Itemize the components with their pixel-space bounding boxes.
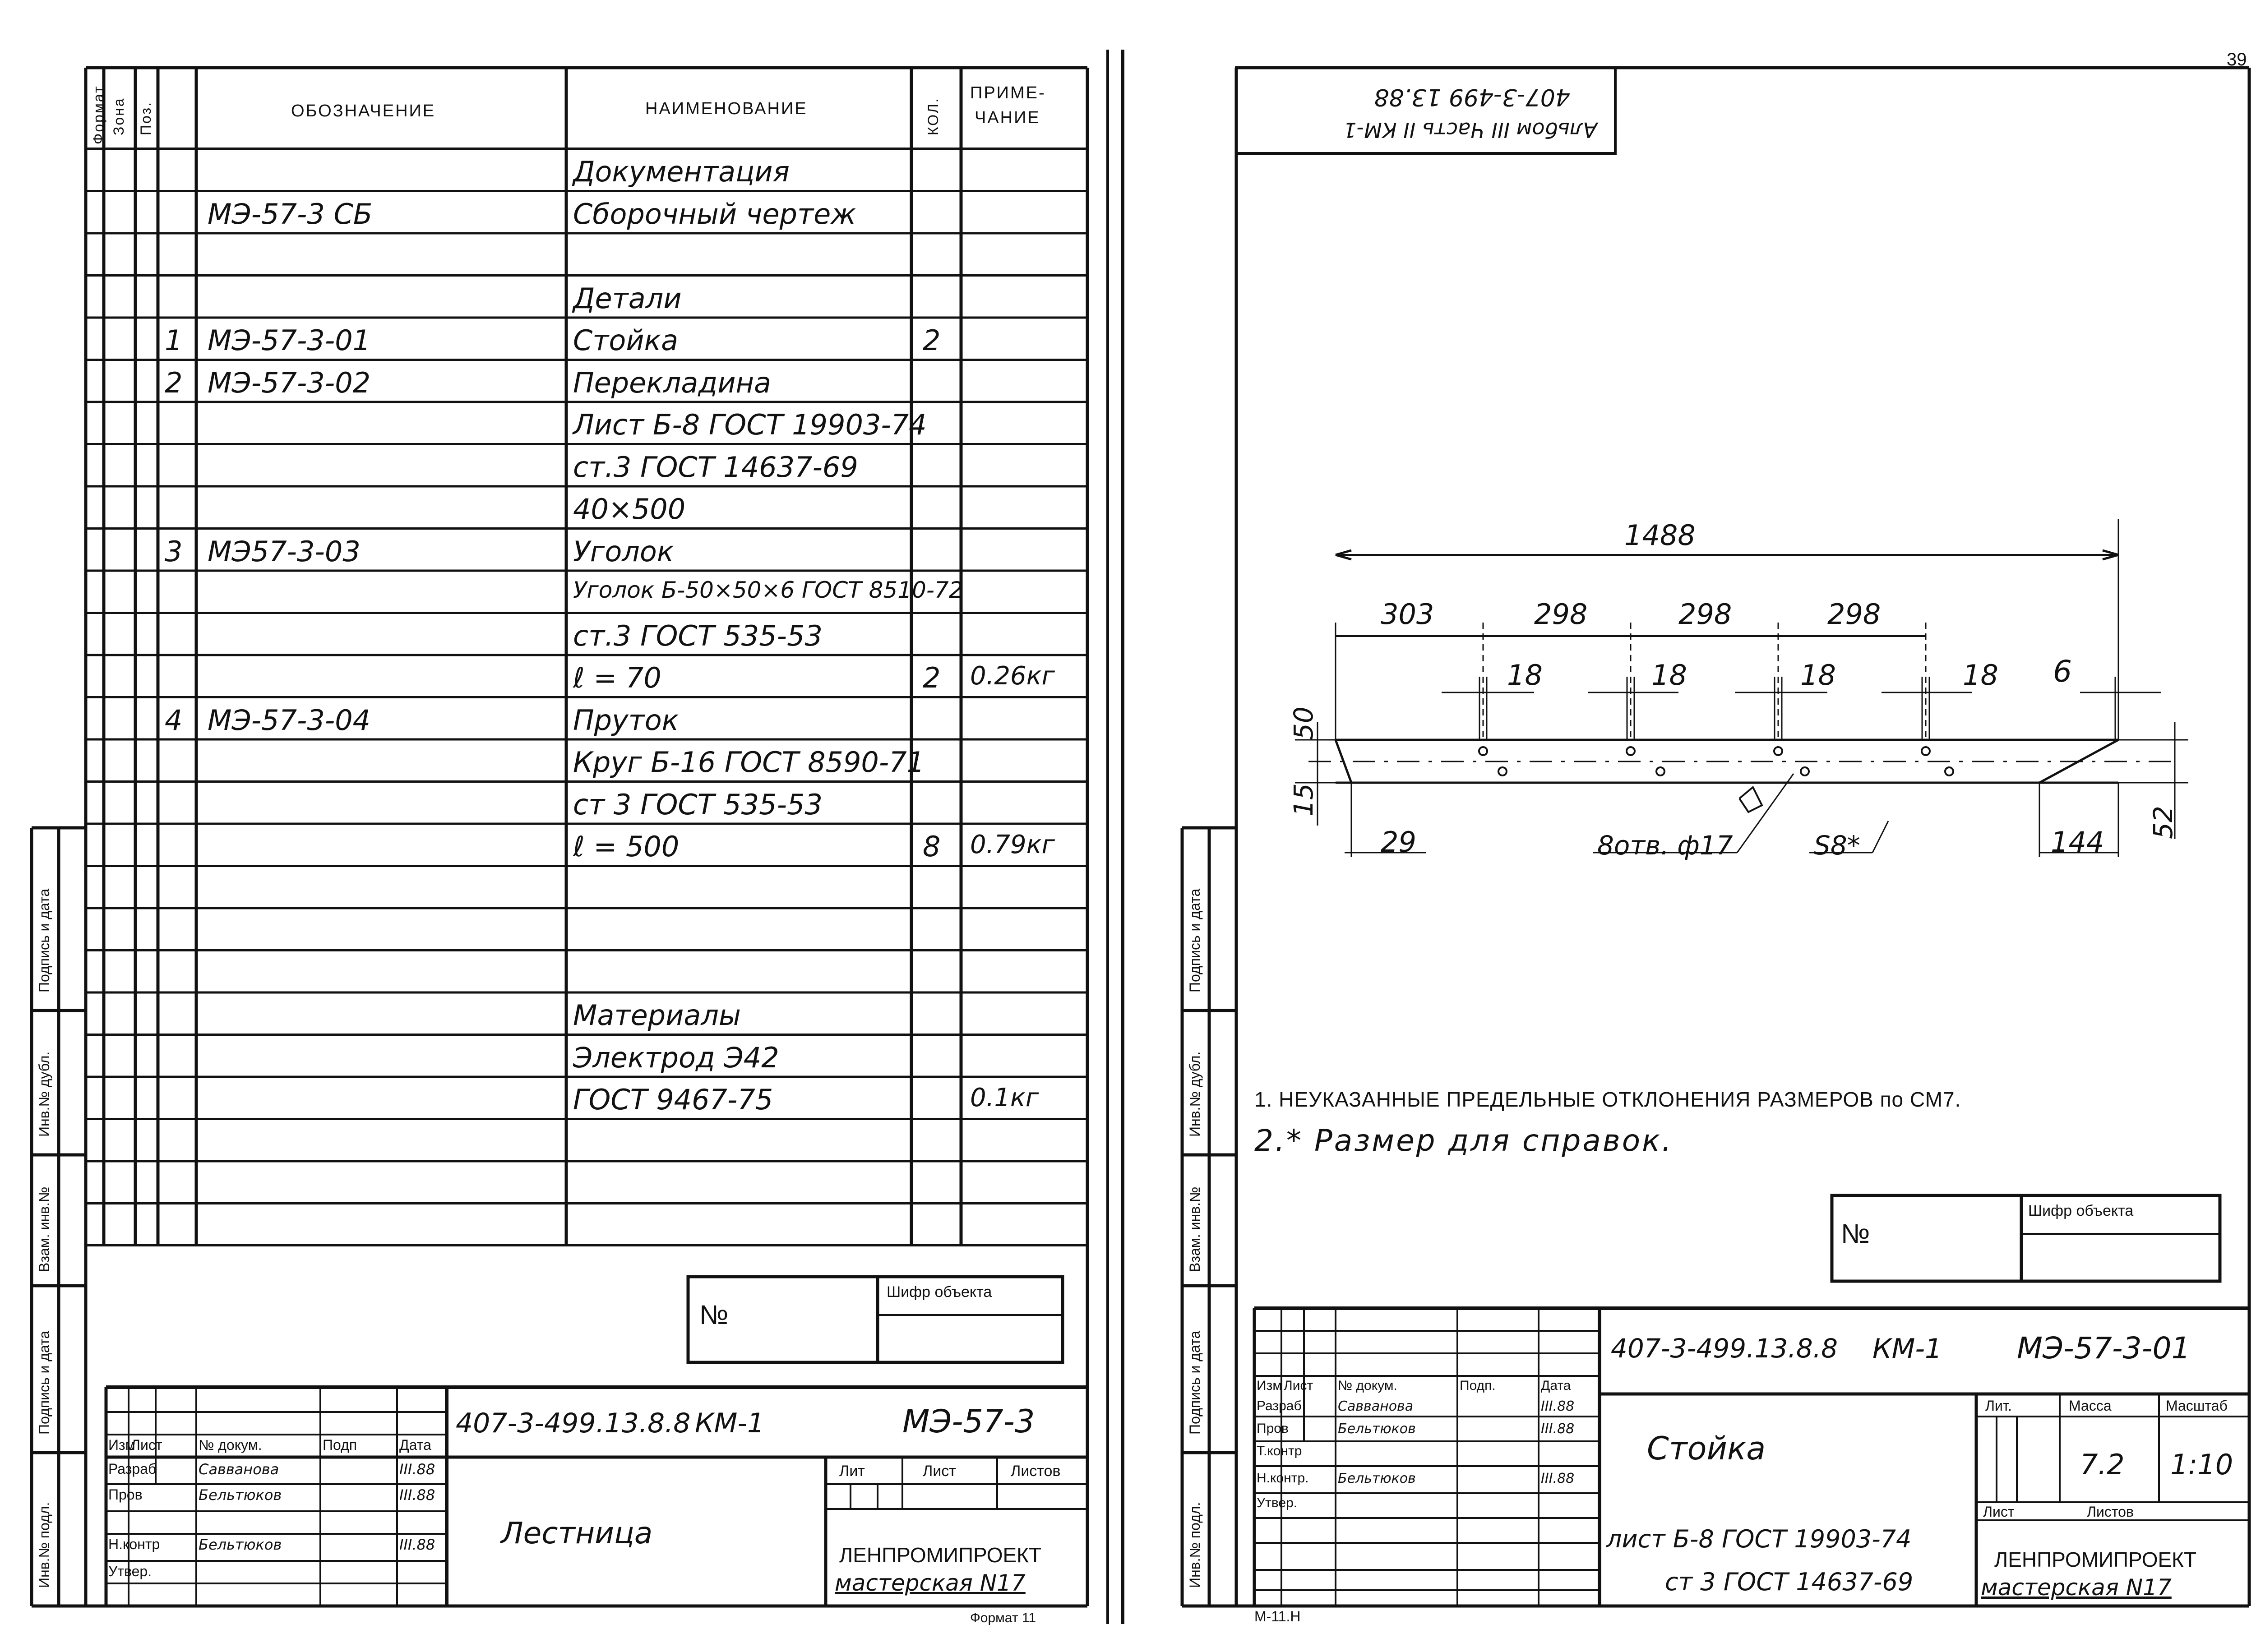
spec-name: Пруток — [573, 703, 679, 737]
side-label-inv-dup: Инв.№ дубл. — [36, 1051, 52, 1137]
right-tb-date: III.88 — [1541, 1398, 1575, 1414]
header-zone: Зона — [111, 97, 127, 135]
right-tb-role: Т.контр — [1257, 1444, 1302, 1458]
side-label-sign-date-2: Подпись и дата — [36, 888, 52, 992]
left-tb-date: III.88 — [399, 1536, 435, 1553]
right-tb-name: Бельтюков — [1338, 1421, 1416, 1437]
dim-left-offset: 29 — [1381, 826, 1416, 858]
header-name: НАИМЕНОВАНИЕ — [645, 99, 808, 118]
sheets-label-right: Листов — [2087, 1504, 2134, 1520]
album-stamp — [1245, 72, 1606, 149]
side-label-inv-dup-right: Инв.№ дубл. — [1187, 1051, 1203, 1137]
spec-name: ст 3 ГОСТ 535-53 — [573, 788, 823, 821]
dim-overall: 1488 — [1624, 519, 1696, 552]
header-qty: КОЛ. — [925, 97, 941, 135]
org-name: ЛЕНПРОМИПРОЕКТ — [839, 1543, 1042, 1567]
album-stamp-line-2: Альбом III Часть II КМ-1 — [1343, 118, 1597, 142]
side-label-replace-inv: Взам. инв.№ — [36, 1186, 52, 1272]
dim-hole-1: 18 — [1507, 659, 1543, 692]
format-note-right: М-11.Н — [1254, 1608, 1301, 1624]
left-col-head: Изм — [108, 1437, 135, 1453]
spec-name: Электрод Э42 — [573, 1041, 779, 1074]
side-label-sign-date-right: Подпись и дата — [1187, 1330, 1203, 1435]
part-code: МЭ-57-3 — [902, 1403, 1035, 1440]
scale-value: 1:10 — [2170, 1448, 2233, 1481]
spec-name: Сборочный чертеж — [573, 197, 856, 231]
org-name-right: ЛЕНПРОМИПРОЕКТ — [1994, 1548, 2197, 1571]
spec-name: ст.3 ГОСТ 14637-69 — [573, 450, 858, 484]
spec-note: 0.79кг — [970, 830, 1055, 859]
dim-left-base: 15 — [1288, 783, 1319, 817]
spec-name: Уголок Б-50×50×6 ГОСТ 8510-72 — [573, 577, 963, 603]
right-tb-role: Разраб — [1257, 1398, 1302, 1413]
spec-designation: МЭ-57-3-02 — [208, 366, 371, 399]
spec-qty: 2 — [923, 324, 941, 357]
spec-name: Лист Б-8 ГОСТ 19903-74 — [573, 408, 927, 441]
dim-hole-4: 18 — [1963, 659, 1998, 692]
left-col-head: № докум. — [199, 1437, 262, 1453]
mass-label: Масса — [2069, 1398, 2112, 1414]
spec-name: ℓ = 500 — [573, 830, 680, 863]
dim-hole-3: 18 — [1800, 659, 1836, 692]
object-number-label-right: № — [1841, 1218, 1870, 1249]
dim-first-span: 303 — [1381, 598, 1434, 631]
spec-name: Документация — [573, 155, 790, 188]
album-stamp-line-1: 407-3-499 13.88 — [1374, 83, 1570, 111]
left-tb-date: III.88 — [399, 1461, 435, 1478]
dim-hole-2: 18 — [1651, 659, 1687, 692]
right-tb-role: Пров — [1257, 1421, 1289, 1436]
right-tb-date: III.88 — [1541, 1471, 1575, 1486]
sheets-label: Листов — [1011, 1463, 1061, 1480]
spec-name: Круг Б-16 ГОСТ 8590-71 — [573, 746, 925, 779]
right-col-head: Подп. — [1460, 1378, 1496, 1393]
dim-span-4: 298 — [1827, 598, 1881, 631]
assembly-title: Лестница — [501, 1516, 653, 1550]
left-col-head: Подп — [323, 1437, 357, 1453]
spec-designation: МЭ-57-3-01 — [208, 324, 371, 357]
spec-note: 0.1кг — [970, 1083, 1039, 1112]
lit-label: Лит — [839, 1463, 865, 1480]
material-line-1: лист Б-8 ГОСТ 19903-74 — [1606, 1525, 1912, 1553]
left-tb-name: Бельтюков — [199, 1486, 282, 1504]
dim-span-2: 298 — [1534, 598, 1588, 631]
dim-right-height: 52 — [2148, 806, 2178, 839]
left-tb-name: Савванова — [199, 1461, 279, 1478]
spec-name: Материалы — [573, 999, 741, 1032]
header-designation: ОБОЗНАЧЕНИЕ — [291, 102, 436, 120]
left-tb-role: Разраб — [108, 1461, 157, 1477]
side-label-sign-date: Подпись и дата — [36, 1330, 52, 1435]
doc-code: 407-3-499.13.8.8 — [456, 1407, 691, 1439]
object-number-label: № — [699, 1300, 729, 1330]
org-workshop-right: мастерская N17 — [1981, 1574, 2172, 1601]
left-tb-name: Бельтюков — [199, 1536, 282, 1553]
format-note: Формат 11 — [970, 1610, 1036, 1625]
right-tb-date: III.88 — [1541, 1421, 1575, 1437]
header-pos: Поз. — [138, 101, 154, 135]
right-col-head: Дата — [1541, 1378, 1571, 1393]
dim-span-3: 298 — [1678, 598, 1732, 631]
object-cipher-label-right: Шифр объекта — [2028, 1202, 2134, 1219]
spec-name: Стойка — [573, 324, 679, 357]
spec-name: Детали — [573, 281, 682, 315]
doc-code-right: 407-3-499.13.8.8 — [1611, 1333, 1838, 1364]
left-tb-role: Пров — [108, 1486, 143, 1503]
dim-weld: S8* — [1814, 830, 1860, 861]
spec-designation: МЭ57-3-03 — [208, 535, 361, 568]
spec-pos: 3 — [165, 535, 183, 568]
side-label-inv-orig-right: Инв.№ подл. — [1187, 1502, 1203, 1588]
spec-name: Перекладина — [573, 366, 772, 399]
right-tb-role: Н.контр. — [1257, 1471, 1309, 1486]
right-col-head: Изм — [1257, 1378, 1282, 1393]
part-code-right: МЭ-57-3-01 — [2017, 1331, 2191, 1366]
part-title: Стойка — [1647, 1430, 1766, 1467]
dim-left-height: 50 — [1288, 706, 1319, 740]
org-workshop: мастерская N17 — [835, 1570, 1026, 1596]
right-col-head: № докум. — [1338, 1378, 1397, 1393]
left-tb-date: III.88 — [399, 1486, 435, 1504]
right-tb-role: Утвер. — [1257, 1495, 1298, 1510]
page-number: 39 — [2227, 50, 2247, 69]
spec-pos: 4 — [165, 703, 183, 737]
spec-note: 0.26кг — [970, 661, 1055, 691]
spec-name: ГОСТ 9467-75 — [573, 1083, 773, 1116]
left-tb-role: Н.контр — [108, 1536, 160, 1552]
note-1: 1. НЕУКАЗАННЫЕ ПРЕДЕЛЬНЫЕ ОТКЛОНЕНИЯ РАЗМЕРОВ по СМ7. — [1254, 1088, 1961, 1111]
sheet-code: КМ-1 — [695, 1407, 765, 1439]
right-tb-name: Бельтюков — [1338, 1471, 1416, 1486]
material-line-2: ст 3 ГОСТ 14637-69 — [1665, 1568, 1914, 1596]
dim-right-offset: 144 — [2051, 826, 2104, 858]
spec-name: Уголок — [573, 535, 674, 568]
left-col-head: Дата — [399, 1437, 431, 1453]
side-label-replace-inv-right: Взам. инв.№ — [1187, 1186, 1203, 1272]
right-tb-name: Савванова — [1338, 1398, 1414, 1414]
spec-name: 40×500 — [573, 493, 686, 526]
sheet-label: Лист — [923, 1463, 956, 1480]
spec-qty: 2 — [923, 661, 941, 694]
object-cipher-label: Шифр объекта — [887, 1283, 992, 1301]
dim-holes: 8отв. ф17 — [1597, 830, 1733, 861]
spec-name: ст.3 ГОСТ 535-53 — [573, 619, 823, 652]
right-col-head: Лист — [1284, 1378, 1313, 1393]
spec-qty: 8 — [923, 830, 941, 863]
header-note-2: ЧАНИЕ — [975, 108, 1040, 127]
scale-label: Масштаб — [2166, 1398, 2228, 1414]
mass-value: 7.2 — [2080, 1448, 2125, 1481]
spec-pos: 2 — [165, 366, 183, 399]
note-2: 2.* Размер для справок. — [1254, 1123, 1673, 1158]
left-tb-role: Утвер. — [108, 1563, 152, 1579]
header-note-1: ПРИМЕ- — [970, 83, 1046, 102]
spec-designation: МЭ-57-3-04 — [208, 703, 371, 737]
sheet-label-right: Лист — [1983, 1504, 2015, 1520]
dim-end: 6 — [2053, 654, 2072, 689]
left-col-head: Лист — [131, 1437, 162, 1453]
spec-pos: 1 — [165, 324, 183, 357]
side-label-sign-date-2-right: Подпись и дата — [1187, 888, 1203, 992]
spec-designation: МЭ-57-3 СБ — [208, 197, 373, 231]
header-format: Формат — [90, 85, 106, 144]
side-label-inv-orig: Инв.№ подл. — [36, 1502, 52, 1588]
spec-name: ℓ = 70 — [573, 661, 661, 694]
lit-label-right: Лит. — [1985, 1398, 2012, 1414]
sheet-code-right: КМ-1 — [1872, 1333, 1942, 1365]
